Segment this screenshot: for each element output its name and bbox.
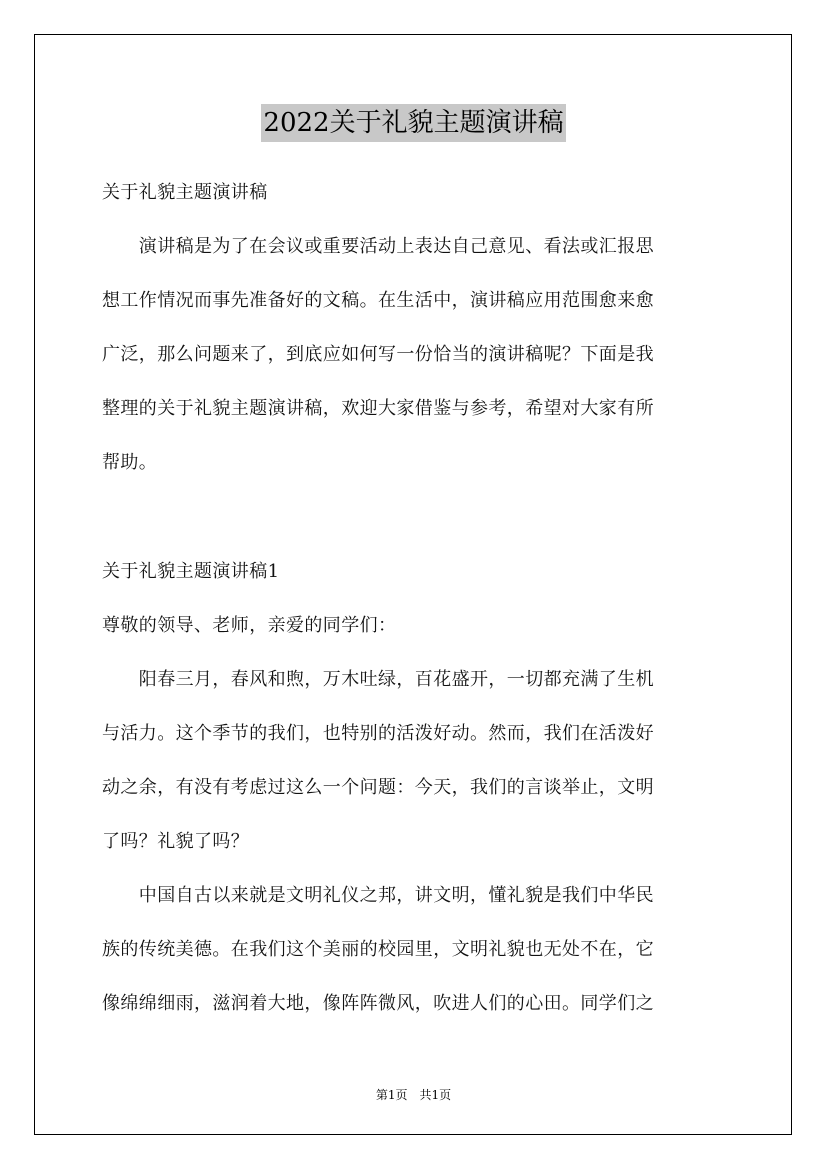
paragraph-line: 阳春三月，春风和煦，万木吐绿，百花盛开，一切都充满了生机 (102, 669, 654, 690)
page-footer (0, 1086, 827, 1103)
intro-line: 演讲稿是为了在会议或重要活动上表达自己意见、看法或汇报思 (102, 236, 654, 257)
paragraph-line: 与活力。这个季节的我们，也特别的活泼好动。然而，我们在活泼好 (102, 723, 654, 744)
document-title: 2022关于礼貌主题演讲稿 (261, 104, 565, 142)
intro-line: 整理的关于礼貌主题演讲稿，欢迎大家借鉴与参考，希望对大家有所 (102, 398, 654, 419)
subtitle: 关于礼貌主题演讲稿 (102, 182, 268, 203)
section-heading: 关于礼貌主题演讲稿1 (102, 561, 280, 582)
page-number-label: 第1页 共1页 (375, 1088, 452, 1102)
intro-line: 想工作情况而事先准备好的文稿。在生活中，演讲稿应用范围愈来愈 (102, 290, 654, 311)
salutation: 尊敬的领导、老师，亲爱的同学们： (102, 615, 397, 636)
paragraph-line: 像绵绵细雨，滋润着大地，像阵阵微风，吹进人们的心田。同学们之 (102, 993, 654, 1014)
paragraph-line: 了吗？礼貌了吗？ (102, 831, 250, 852)
document-title-container (0, 104, 827, 142)
paragraph-line: 族的传统美德。在我们这个美丽的校园里，文明礼貌也无处不在，它 (102, 939, 654, 960)
intro-paragraph (102, 238, 727, 508)
paragraph-line: 中国自古以来就是文明礼仪之邦，讲文明，懂礼貌是我们中华民 (102, 885, 654, 906)
paragraph-2 (102, 887, 727, 1049)
paragraph-1 (102, 671, 727, 887)
intro-line: 帮助。 (102, 452, 158, 473)
intro-line: 广泛，那么问题来了，到底应如何写一份恰当的演讲稿呢？下面是我 (102, 344, 654, 365)
paragraph-line: 动之余，有没有考虑过这么一个问题：今天，我们的言谈举止，文明 (102, 777, 654, 798)
